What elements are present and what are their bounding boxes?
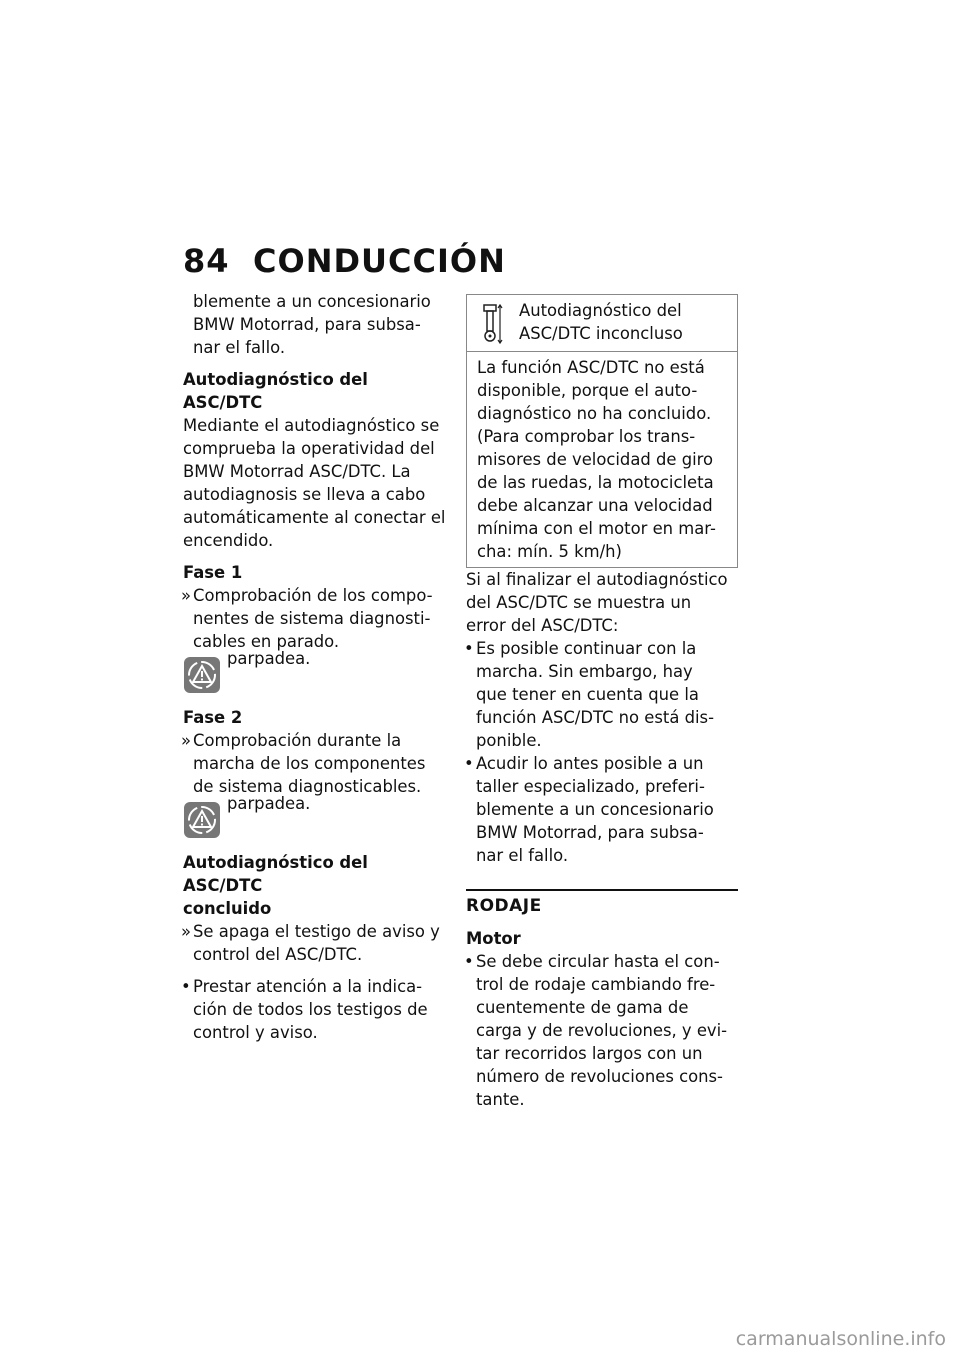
text-line: función ASC/DTC no está dis- xyxy=(476,708,714,727)
text-line: marcha de los componentes xyxy=(193,754,426,773)
note-body xyxy=(467,352,737,567)
section-rodaje xyxy=(466,889,738,918)
chapter-title: CONDUCCIÓN xyxy=(253,242,506,280)
text-line: Se debe circular hasta el con- xyxy=(476,952,720,971)
text-line: Mediante el autodiagnóstico se xyxy=(183,416,440,435)
text-line: número de revoluciones cons- xyxy=(476,1067,723,1086)
error-paragraph xyxy=(466,568,738,637)
text-line: ción de todos los testigos de xyxy=(193,1000,428,1019)
arrow-marker: » xyxy=(181,922,192,941)
bullet-marker: • xyxy=(181,977,191,996)
fase-2-indicator xyxy=(183,794,446,842)
text-line: de sistema diagnosticables. xyxy=(193,777,422,796)
blink-text: parpadea. xyxy=(227,649,311,668)
text-line: Comprobación durante la xyxy=(193,731,402,750)
left-column xyxy=(183,290,446,1044)
fase-1-step xyxy=(183,584,446,653)
asc-dtc-warning-icon xyxy=(183,801,221,839)
text-line: cables en parado. xyxy=(193,632,340,651)
text-line: de las ruedas, la motocicleta xyxy=(477,473,714,492)
text-line: control y aviso. xyxy=(193,1023,318,1042)
text-line: BMW Motorrad, para subsa- xyxy=(476,823,704,842)
text-line: Si al finalizar el autodiagnóstico xyxy=(466,570,728,589)
note-box xyxy=(466,294,738,568)
text-line: nar el fallo. xyxy=(193,338,286,357)
bullet-item xyxy=(466,637,738,752)
page-number: 84 xyxy=(183,242,230,280)
text-line: concluido xyxy=(183,899,272,918)
fase-1-indicator xyxy=(183,649,446,697)
intro-text xyxy=(183,290,446,359)
text-line: Es posible continuar con la xyxy=(476,639,697,658)
text-line: cuentemente de gama de xyxy=(476,998,689,1017)
bullet-marker: • xyxy=(464,754,474,773)
text-line: Autodiagnóstico del ASC/DTC xyxy=(183,853,368,895)
text-line: BMW Motorrad, para subsa- xyxy=(193,315,421,334)
note-title xyxy=(519,299,683,345)
arrow-marker: » xyxy=(181,586,192,605)
text-line: blemente a un concesionario xyxy=(193,292,431,311)
text-line: (Para comprobar los trans- xyxy=(477,427,696,446)
arrow-marker: » xyxy=(181,731,192,750)
note-header xyxy=(467,295,737,352)
text-line: Se apaga el testigo de aviso y xyxy=(193,922,440,941)
text-line: mínima con el motor en mar- xyxy=(477,519,716,538)
watermark: carmanualsonline.info xyxy=(735,1328,946,1350)
text-line: autodiagnosis se lleva a cabo xyxy=(183,485,426,504)
text-line: marcha. Sin embargo, hay xyxy=(476,662,693,681)
bullet-item xyxy=(466,752,738,867)
text-line: diagnóstico no ha concluido. xyxy=(477,404,712,423)
bullet-marker: • xyxy=(464,952,474,971)
asc-dtc-warning-icon xyxy=(183,656,221,694)
bullet-item xyxy=(466,950,738,1111)
text-line: error del ASC/DTC: xyxy=(466,616,619,635)
text-line: del ASC/DTC se muestra un xyxy=(466,593,692,612)
text-line: Acudir lo antes posible a un xyxy=(476,754,704,773)
heading-fase-1: Fase 1 xyxy=(183,563,243,582)
text-line: automáticamente al conectar el xyxy=(183,508,446,527)
text-line: blemente a un concesionario xyxy=(476,800,714,819)
text-line: misores de velocidad de giro xyxy=(477,450,714,469)
text-line: nar el fallo. xyxy=(476,846,569,865)
text-line: Prestar atención a la indica- xyxy=(193,977,423,996)
text-line: taller especializado, preferi- xyxy=(476,777,705,796)
text-line: Autodiagnóstico del xyxy=(519,301,682,320)
text-line: control del ASC/DTC. xyxy=(193,945,363,964)
page-header xyxy=(183,242,743,282)
text-line: carga y de revoluciones, y evi- xyxy=(476,1021,728,1040)
heading-fase-2: Fase 2 xyxy=(183,708,243,727)
right-column xyxy=(466,290,738,1111)
heading-autodiagnostico: Autodiagnóstico del ASC/DTC xyxy=(183,370,368,412)
concluido-step xyxy=(183,920,446,966)
text-line: ASC/DTC inconcluso xyxy=(519,324,683,343)
text-line: encendido. xyxy=(183,531,274,550)
autodiagnostico-paragraph xyxy=(183,414,446,552)
fase-2-step xyxy=(183,729,446,798)
bullet-item xyxy=(183,975,446,1044)
text-line: cha: mín. 5 km/h) xyxy=(477,542,622,561)
heading-concluido xyxy=(183,851,446,920)
text-line: debe alcanzar una velocidad xyxy=(477,496,713,515)
text-line: La función ASC/DTC no está xyxy=(477,358,705,377)
bullet-marker: • xyxy=(464,639,474,658)
subsection-motor: Motor xyxy=(466,929,521,948)
text-line: tar recorridos largos con un xyxy=(476,1044,703,1063)
text-line: tante. xyxy=(476,1090,525,1109)
text-line: Comprobación de los compo- xyxy=(193,586,433,605)
text-line: trol de rodaje cambiando fre- xyxy=(476,975,716,994)
text-line: BMW Motorrad ASC/DTC. La xyxy=(183,462,411,481)
text-line: que tener en cuenta que la xyxy=(476,685,699,704)
section-title: RODAJE xyxy=(466,896,542,916)
text-line: nentes de sistema diagnosti- xyxy=(193,609,431,628)
text-line: comprueba la operatividad del xyxy=(183,439,435,458)
text-line: ponible. xyxy=(476,731,542,750)
wrench-service-icon xyxy=(481,303,503,345)
blink-text: parpadea. xyxy=(227,794,311,813)
text-line: disponible, porque el auto- xyxy=(477,381,698,400)
